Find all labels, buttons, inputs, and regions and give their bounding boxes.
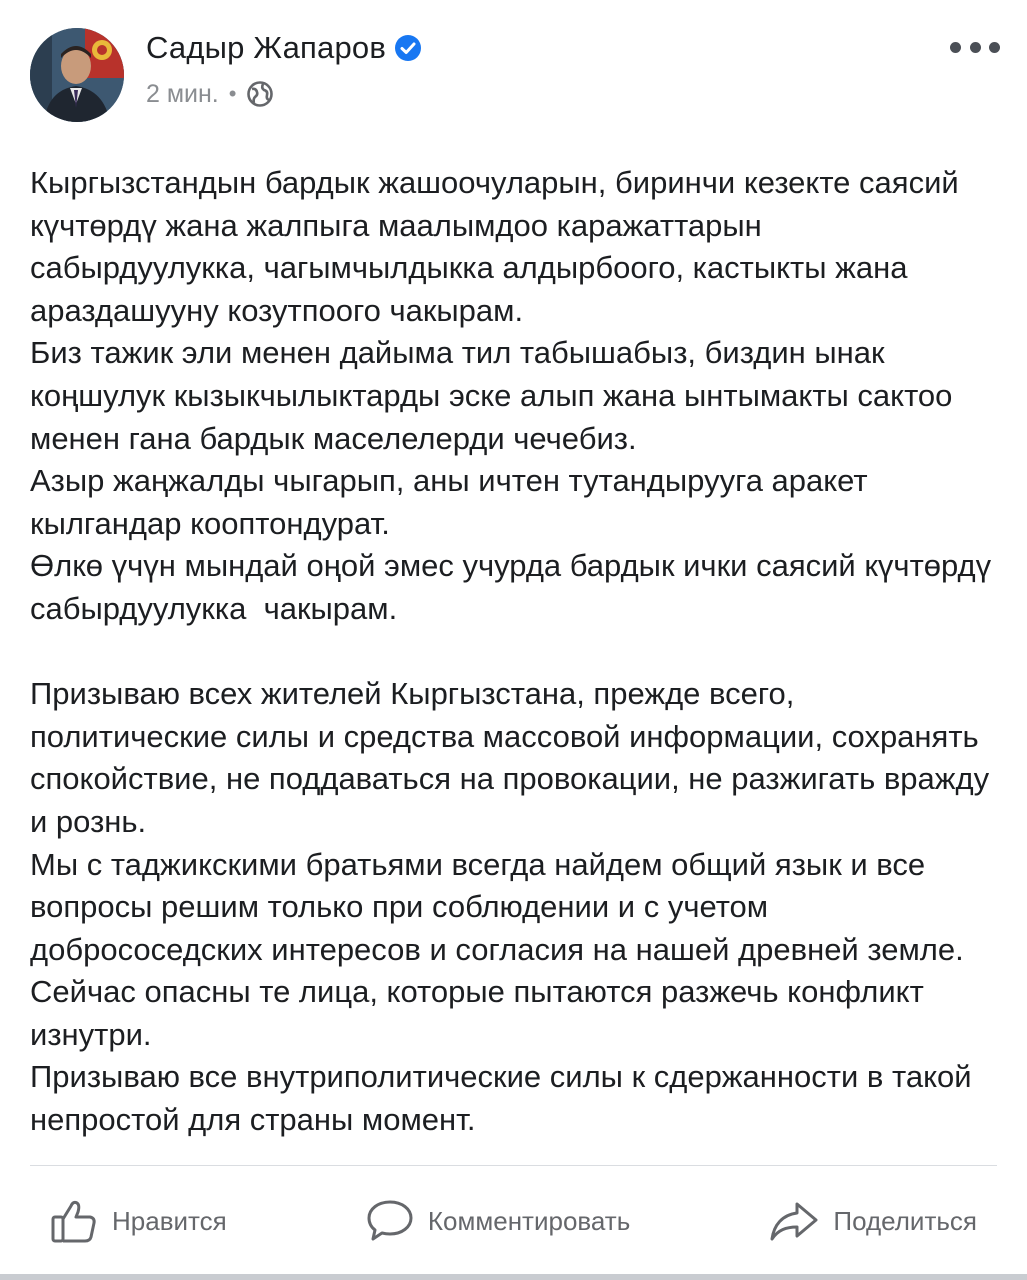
paragraph-gap xyxy=(30,631,995,674)
share-button[interactable] xyxy=(749,1198,997,1244)
comment-button[interactable] xyxy=(346,1198,650,1244)
post-paragraph: Азыр жаңжалды чыгарып, аны ичтен тутандырууга аракет кылгандар кооптондурат. xyxy=(30,463,868,541)
more-dot xyxy=(950,42,961,53)
share-icon xyxy=(769,1198,819,1244)
author-row xyxy=(146,28,422,68)
post-paragraph: Өлкө үчүн мындай оңой эмес учурда бардык ички саясий күчтөрдү сабырдуулукка чакырам. xyxy=(30,548,1000,626)
post-content xyxy=(30,162,1000,1142)
meta-separator: • xyxy=(228,81,237,106)
share-label: Поделиться xyxy=(833,1205,977,1236)
more-options-button[interactable] xyxy=(950,32,1000,62)
avatar-image xyxy=(30,28,124,122)
post-paragraph: Мы с таджикскими братьями всегда найдем общий язык и все вопросы решим только при соблюдении и с учетом добрососедских интересов и согласия на нашей древней земле. Сейчас опасны те лица, которые пытаются разжечь конфликт изнутри. xyxy=(30,846,964,1052)
post-paragraph: Биз тажик эли менен дайыма тил табышабыз, биздин ынак коңшулук кызыкчылыктарды эске алып жана ынтымакты сактоо менен гана бардык маселелерди чечебиз. xyxy=(30,335,953,456)
post-actions xyxy=(30,1180,997,1262)
actions-divider xyxy=(30,1165,997,1166)
author-name[interactable]: Садыр Жапаров xyxy=(146,30,386,65)
post-paragraph: Призываю все внутриполитические силы к сдержанности в такой непростой для страны момент. xyxy=(30,1059,972,1138)
like-label: Нравится xyxy=(112,1205,227,1236)
post-header xyxy=(30,28,1000,123)
globe-icon[interactable] xyxy=(246,80,274,108)
comment-label: Комментировать xyxy=(427,1205,631,1236)
post-paragraph: Кыргызстандын бардык жашоочуларын, биринчи кезекте саясий күчтөрдү жана жалпыга маалымдоо каражаттарын сабырдуулукка, чагымчылдыкка алдырбоого, кастыкты жана араздашууну козутпоого чакырам. xyxy=(30,165,959,328)
verified-badge-icon xyxy=(394,34,422,62)
more-dot xyxy=(989,42,1000,53)
post-paragraph: Призываю всех жителей Кыргызстана, прежде всего, политические силы и средства массовой информации, сохранять спокойствие, не поддаваться на провокации, не разжигать вражду и рознь. xyxy=(30,676,990,839)
post-meta xyxy=(146,76,274,112)
comment-icon xyxy=(366,1198,414,1244)
like-icon xyxy=(50,1198,98,1244)
post-timestamp[interactable]: 2 мин. xyxy=(146,79,219,108)
post-bottom-border xyxy=(0,1274,1027,1280)
like-button[interactable] xyxy=(30,1198,247,1244)
avatar[interactable] xyxy=(30,28,124,122)
more-dot xyxy=(970,42,981,53)
